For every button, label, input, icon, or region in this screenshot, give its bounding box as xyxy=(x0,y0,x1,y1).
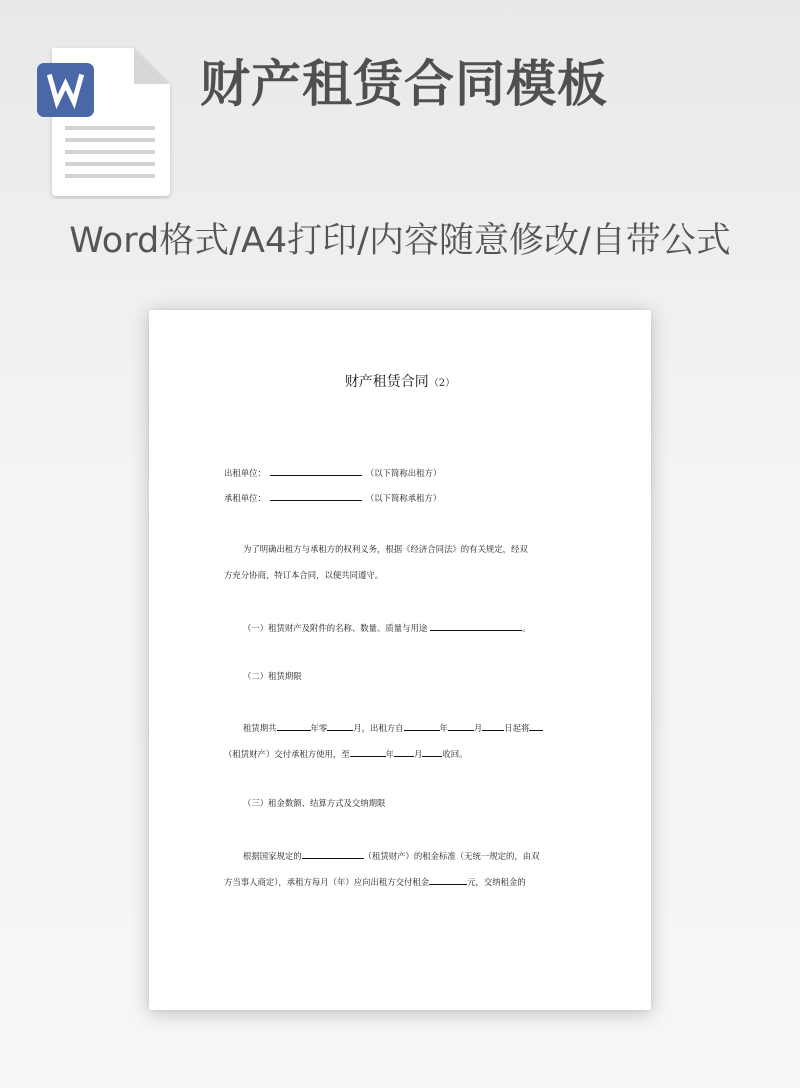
s2-blank-d xyxy=(448,721,474,731)
s2-blank-i xyxy=(422,747,442,757)
page-title: 财产租赁合同模板 xyxy=(200,55,608,113)
s3-text-b: （租赁财产）的租金标准（无统一规定的，由双 xyxy=(363,851,540,861)
lessee-label: 承租单位： xyxy=(224,493,266,503)
s2-text-d: 年 xyxy=(439,723,448,733)
s2-text-c: 月，出租方自 xyxy=(353,723,404,733)
section-1-end: 。 xyxy=(522,623,531,633)
s2-blank-c xyxy=(404,721,440,731)
document-page xyxy=(149,310,651,1010)
section-1 xyxy=(243,621,531,634)
lessee-line xyxy=(224,491,441,504)
s2-text-h: 年 xyxy=(385,749,394,759)
s3-blank-a xyxy=(302,849,364,859)
section-3-line-2 xyxy=(224,875,526,888)
s2-blank-g xyxy=(350,747,386,757)
document-title-text: 财产租赁合同 xyxy=(344,374,429,390)
s3-text-c: 方当事人商定），承租方每月（年）应向出租方交付租金 xyxy=(224,877,430,887)
word-file-icon xyxy=(36,44,174,199)
section-2-heading: （二）租赁期限 xyxy=(243,671,302,681)
document-title xyxy=(149,372,651,394)
intro-line-2: 方充分协商，特订本合同，以便共同遵守。 xyxy=(224,570,384,580)
s2-text-f: 日起将 xyxy=(504,723,530,733)
lessee-note: （以下简称承租方） xyxy=(365,493,442,503)
s2-blank-f xyxy=(529,721,543,731)
s2-blank-e xyxy=(482,721,504,731)
s2-text-i: 月 xyxy=(414,749,423,759)
s2-text-e: 月 xyxy=(473,723,483,733)
s2-text-b: 年零 xyxy=(310,723,328,733)
s2-blank-a xyxy=(277,721,311,731)
document-title-number: （2） xyxy=(428,378,456,389)
s2-text-j: 收回。 xyxy=(442,749,468,759)
s3-text-a: 根据国家规定的 xyxy=(243,851,302,861)
page-subtitle: Word格式/A4打印/内容随意修改/自带公式 xyxy=(69,221,731,261)
section-3-heading: （三）租金数额、结算方式及交纳期限 xyxy=(243,798,386,808)
s3-text-d: 元，交纳租金的 xyxy=(467,877,526,887)
lessor-blank xyxy=(270,466,362,476)
s2-blank-h xyxy=(394,747,414,757)
lessor-line xyxy=(224,466,441,479)
lessee-blank xyxy=(270,491,362,501)
s3-blank-c xyxy=(429,875,467,885)
lessor-label: 出租单位： xyxy=(224,468,266,478)
section-2-line-1 xyxy=(243,721,543,734)
s2-text-g: （租赁财产）交付承租方使用，至 xyxy=(224,749,350,759)
section-1-blank xyxy=(430,621,522,631)
section-2-line-2 xyxy=(224,747,468,760)
word-badge xyxy=(37,63,94,117)
section-1-heading: （一）租赁财产及附件的名称、数量、质量与用途 xyxy=(243,623,428,633)
s2-text-a: 租赁期共 xyxy=(243,723,277,733)
intro-line-1: 为了明确出租方与承租方的权利义务，根据《经济合同法》的有关规定，经双 xyxy=(243,544,528,554)
section-3-line-1 xyxy=(243,849,540,862)
s2-blank-b xyxy=(327,721,353,731)
lessor-note: （以下简称出租方） xyxy=(365,468,442,478)
